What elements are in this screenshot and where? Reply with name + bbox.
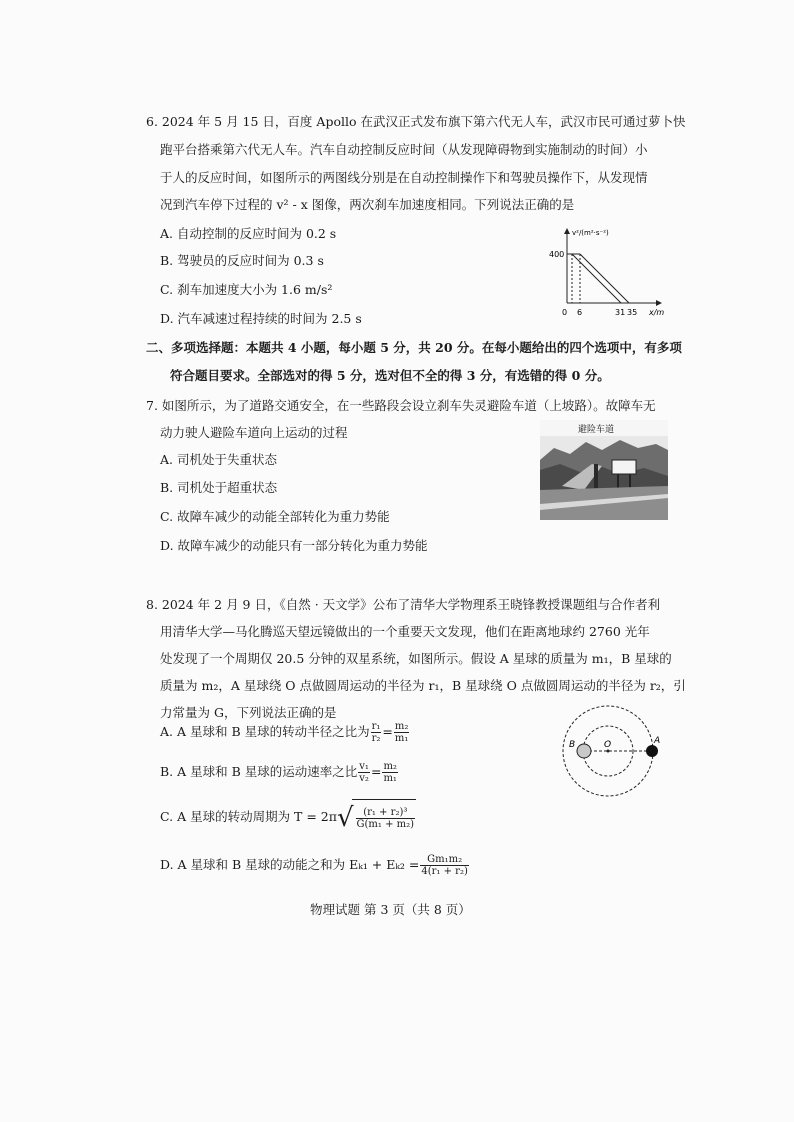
q8-option-a-ratio-left: $\frac{\text{r₁}}{\text{r₂}}$ [371,721,381,744]
sqrt-sign: √ [336,802,354,833]
q8-option-d [160,849,470,881]
q8-option-a-text: A. A 星球和 B 星球的转动半径之比为 [160,724,370,739]
q8-option-b-ratio-left: $\frac{\text{v₁}}{\text{v₂}}$ [359,761,369,784]
q8-option-a: A. A 星球和 B 星球的转动半径之比为 $\frac{\text{r₁}}{\text{r₂}}$ = $\frac{\text{m₂}}{\text{m₁}}$ [160,721,409,744]
label-b: B [569,740,576,750]
x-tick-31: 31 [615,308,626,317]
q8-stem-line-3: 处发现了一个周期仅 20.5 分钟的双星系统，如图所示。假设 A 星球的质量为 m₁，B 星球的 [160,651,672,666]
section2-heading-line-1: 二、多项选择题：本题共 4 小题，每小题 5 分，共 20 分。在每小题给出的四个选项中，有多项 [146,340,682,355]
x-tick-origin: 0 [562,308,568,317]
q7-option-a: A. 司机处于失重状态 [160,452,277,467]
escape-lane-photo [540,420,668,520]
page-footer: 物理试题 第 3 页（共 8 页） [310,902,471,917]
q8-option-d-text: D. A 星球和 B 星球的动能之和为 Eₖ₁ + Eₖ₂ = [160,857,420,872]
q7-option-d: D. 故障车减少的动能只有一部分转化为重力势能 [160,538,428,553]
escape-lane-label: 避险车道 [578,425,615,435]
y-tick-400: 400 [549,250,565,259]
graph-slope-auto [572,254,621,303]
x-axis-label: x/m [649,308,665,317]
label-a: A [654,736,661,746]
x-tick-35: 35 [627,308,638,317]
section2-heading-line-2: 符合题目要求。全部选对的得 5 分，选对但不全的得 3 分，有选错的得 0 分。 [170,368,610,383]
q6-option-a: A. 自动控制的反应时间为 0.2 s [160,226,337,241]
q6-option-c: C. 刹车加速度大小为 1.6 m/s² [160,282,333,297]
label-o: O [604,740,612,750]
q8-option-c-text: C. A 星球的转动周期为 T = 2π [160,809,337,824]
q7-stem-line-1: 7. 如图所示，为了道路交通安全，在一些路段会设立刹车失灵避险车道（上坡路）。故障车无 [146,398,656,413]
q8-stem-line-2: 用清华大学—马化腾巡天望远镜做出的一个重要天文发现，他们在距离地球约 2760 光年 [160,624,650,639]
q6-stem-line-3: 于人的反应时间，如图所示的两图线分别是在自动控制操作下和驾驶员操作下，从发现情 [160,170,648,185]
star-a [646,745,658,757]
q8-option-b-ratio-right: $\frac{\text{m₂}}{\text{m₁}}$ [383,761,397,784]
q7-stem-line-2: 动力驶人避险车道向上运动的过程 [160,425,348,440]
q6-stem-line-1: 6. 2024 年 5 月 15 日，百度 Apollo 在武汉正式发布旗下第六代无人车，武汉市民可通过萝卜快 [146,114,686,129]
q6-option-d: D. 汽车减速过程持续的时间为 2.5 s [160,311,362,326]
q6-option-b: B. 驾驶员的反应时间为 0.3 s [160,253,324,268]
q7-option-c: C. 故障车减少的动能全部转化为重力势能 [160,509,390,524]
q8-option-c-fraction: $\frac{\text{(r₁ + r₂)³}}{\text{G(m₁ + m₂)}}$ [356,807,415,830]
y-axis-label: v²/(m²·s⁻²) [572,229,609,237]
q8-stem-line-4: 质量为 m₂，A 星球绕 O 点做圆周运动的半径为 r₁，B 星球绕 O 点做圆周运动的半径为 r₂，引 [160,678,686,693]
binary-star-diagram [560,705,670,800]
q8-option-b: B. A 星球和 B 星球的运动速率之比 $\frac{\text{v₁}}{\text{v₂}}$ = $\frac{\text{m₂}}{\text{m₁}}$ [160,761,397,784]
q8-option-d-fraction: $\frac{\text{Gm₁m₂}}{\text{4(r₁ + r₂)}}$ [421,854,468,877]
q8-stem-line-1: 8. 2024 年 2 月 9 日，《自然 · 天文学》公布了清华大学物理系王晓锋教授课题组与合作者利 [146,597,661,612]
q8-option-c [160,799,416,836]
x-tick-6: 6 [577,308,583,317]
q8-stem-line-5: 力常量为 G，下列说法正确的是 [160,705,337,720]
q6-stem-line-4: 况到汽车停下过程的 v² - x 图像，两次刹车加速度相同。下列说法正确的是 [160,197,575,212]
q8-option-a-ratio-right: $\frac{\text{m₂}}{\text{m₁}}$ [394,721,409,744]
star-b [577,744,591,758]
q7-option-b: B. 司机处于超重状态 [160,480,278,495]
q8-option-b-text: B. A 星球和 B 星球的运动速率之比 [160,764,358,779]
q6-v2-x-graph [545,225,675,320]
graph-slope-driver [580,254,629,303]
q6-stem-line-2: 跑平台搭乘第六代无人车。汽车自动控制反应时间（从发现障碍物到实施制动的时间）小 [160,142,648,157]
